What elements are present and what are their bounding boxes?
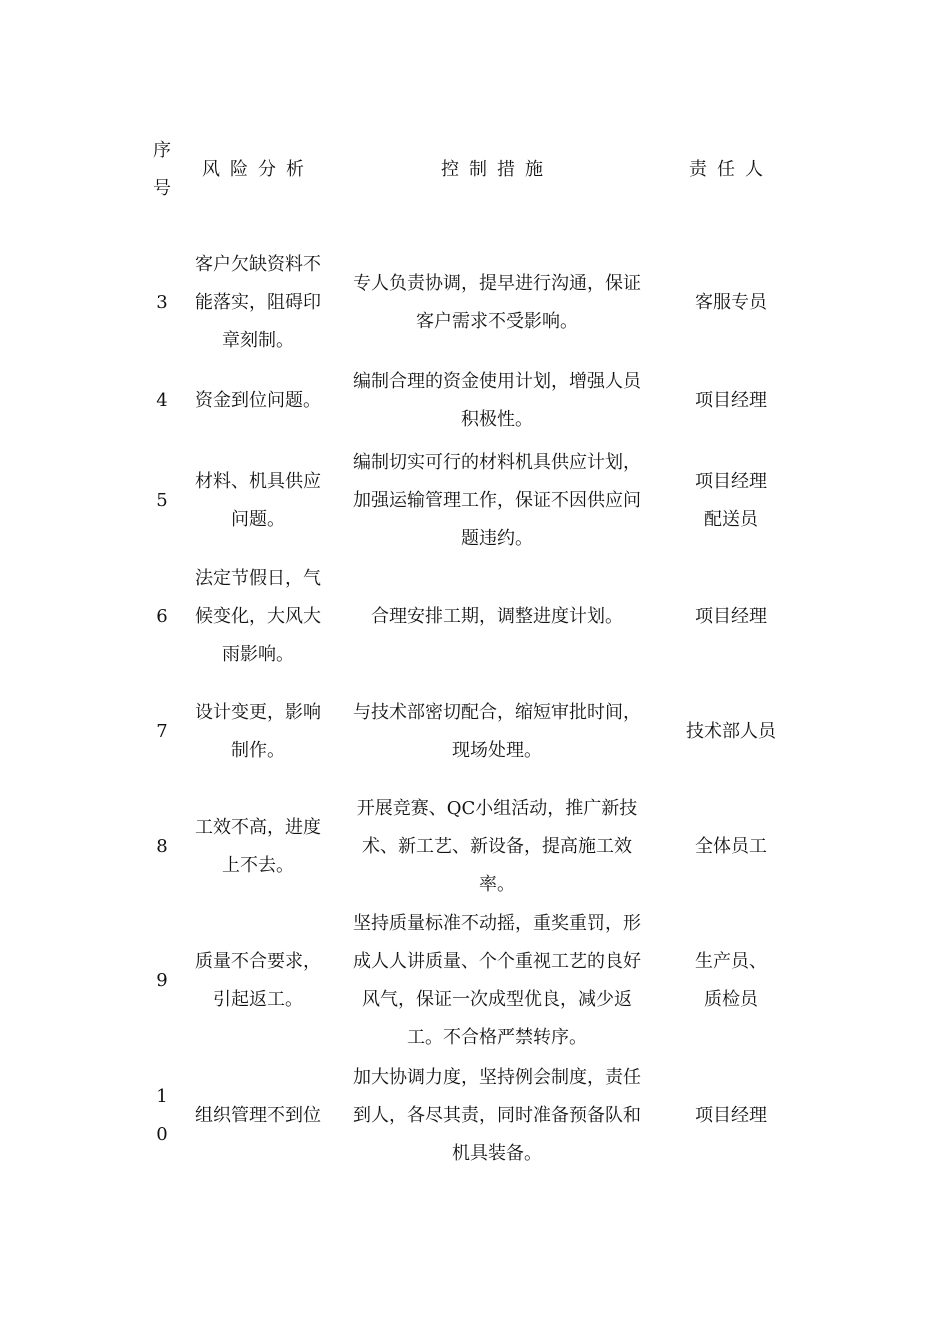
row-control: 坚持质量标准不动摇，重奖重罚，形成人人讲质量、个个重视工艺的良好风气，保证一次成型优良，减少返工。不合格严禁转序。 <box>353 913 641 1048</box>
row-control: 开展竞赛、QC小组活动，推广新技术、新工艺、新设备，提高施工效率。 <box>356 798 638 895</box>
header-risk: 风险分析 <box>202 159 314 180</box>
row-responsible: 生产员、 质检员 <box>695 951 767 1010</box>
row-control: 与技术部密切配合，缩短审批时间，现场处理。 <box>353 702 641 761</box>
table-header-row <box>140 132 800 208</box>
row-control: 加大协调力度，坚持例会制度，责任到人，各尽其责，同时准备预备队和机具装备。 <box>353 1067 641 1164</box>
table-row <box>140 674 800 790</box>
row-risk: 法定节假日，气候变化，大风大雨影响。 <box>195 568 321 665</box>
row-responsible: 技术部人员 <box>686 721 776 742</box>
risk-control-table <box>140 132 800 1174</box>
row-risk: 客户欠缺资料不能落实，阻碍印章刻制。 <box>195 254 321 351</box>
row-responsible: 全体员工 <box>695 836 767 857</box>
header-responsible-cell <box>662 151 800 189</box>
table-row <box>140 560 800 674</box>
row-risk: 质量不合要求，引起返工。 <box>195 951 321 1010</box>
row-responsible: 项目经理 <box>695 390 767 411</box>
table-row <box>140 790 800 904</box>
row-responsible: 项目经理 <box>695 606 767 627</box>
row-control: 编制合理的资金使用计划，增强人员积极性。 <box>353 371 641 430</box>
row-risk: 资金到位问题。 <box>195 390 321 411</box>
header-responsible: 责任人 <box>689 159 773 180</box>
table-row <box>140 1058 800 1174</box>
header-control: 控制措施 <box>441 159 553 180</box>
row-risk: 材料、机具供应问题。 <box>195 471 321 530</box>
row-no: 6 <box>156 606 168 627</box>
row-no: 3 <box>156 292 168 313</box>
row-control: 合理安排工期，调整进度计划。 <box>371 606 623 627</box>
row-control: 专人负责协调，提早进行沟通，保证客户需求不受影响。 <box>353 273 641 332</box>
table-row <box>140 246 800 360</box>
row-risk: 工效不高，进度上不去。 <box>195 817 321 876</box>
row-no: 9 <box>156 970 168 991</box>
table-row <box>140 360 800 442</box>
table-row <box>140 904 800 1058</box>
row-no: 7 <box>156 721 168 742</box>
row-responsible: 客服专员 <box>695 292 767 313</box>
header-spacer <box>140 208 800 246</box>
row-risk: 组织管理不到位 <box>195 1105 321 1126</box>
row-responsible: 项目经理 配送员 <box>695 471 767 530</box>
header-no-cell <box>140 132 184 208</box>
row-risk: 设计变更，影响制作。 <box>195 702 321 761</box>
row-no: 5 <box>156 490 168 511</box>
row-no: 10 <box>156 1086 168 1145</box>
header-control-cell <box>332 151 662 189</box>
table-row <box>140 442 800 560</box>
header-risk-cell <box>184 151 332 189</box>
row-no: 4 <box>156 390 168 411</box>
row-responsible: 项目经理 <box>695 1105 767 1126</box>
row-control: 编制切实可行的材料机具供应计划，加强运输管理工作，保证不因供应问题违约。 <box>353 452 641 549</box>
row-no: 8 <box>156 836 168 857</box>
header-no: 序 号 <box>153 140 171 199</box>
